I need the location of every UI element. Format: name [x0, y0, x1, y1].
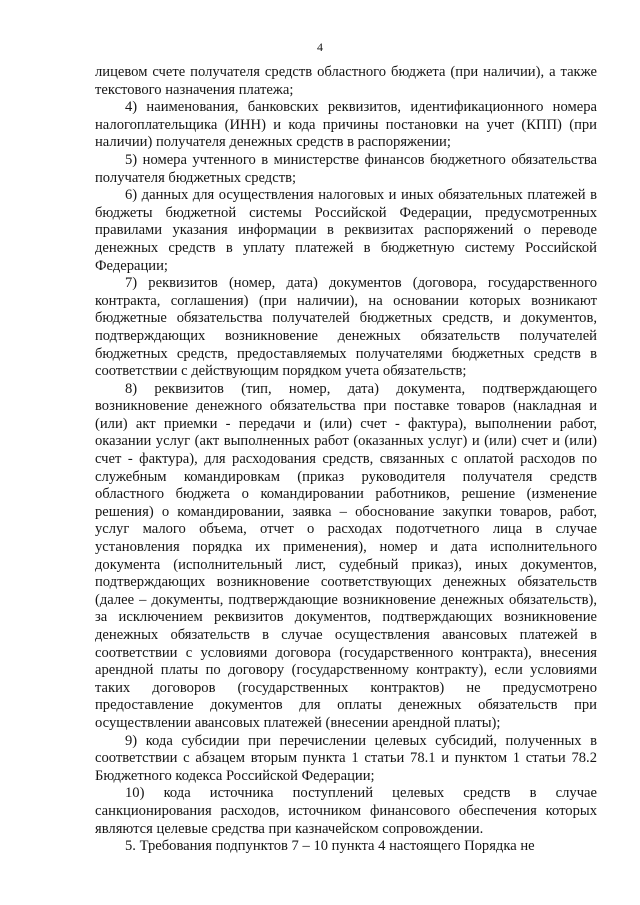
paragraph-item-4: 4) наименования, банковских реквизитов, идентификационного номера налогоплательщика (ИНН) и кода причины постановки на учет (КПП) (при наличии) получателя денежных средств в распоряжении;	[95, 99, 597, 151]
paragraph-item-5: 5) номера учтенного в министерстве финансов бюджетного обязательства получателя бюджетных средств;	[95, 151, 597, 186]
paragraph-item-6: 6) данных для осуществления налоговых и иных обязательных платежей в бюджеты бюджетной системы Российской Федерации, предусмотренных правилами указания информации в реквизитах распоряжений о переводе денежных средств в уплату платежей в бюджетную систему Российской Федерации;	[95, 187, 597, 274]
paragraph-item-10: 10) кода источника поступлений целевых средств в случае санкционирования расходов, источником финансового обеспечения которых являются целевые средства при казначейском сопровождении.	[95, 785, 597, 837]
paragraph-item-7: 7) реквизитов (номер, дата) документов (договора, государственного контракта, соглашения) (при наличии), на основании которых возникают бюджетные обязательства получателей бюджетных средств, и документов, подтверждающих возникновение денежных обязательств получателей бюджетных средств, предоставляемых получателями бюджетных средств в соответствии с действующим порядком учета обязательств;	[95, 275, 597, 380]
paragraph-continuation: лицевом счете получателя средств областного бюджета (при наличии), а также текстового назначения платежа;	[95, 64, 597, 98]
paragraph-section-5: 5. Требования подпунктов 7 – 10 пункта 4 настоящего Порядка не	[125, 838, 535, 855]
page-number: 4	[317, 40, 323, 54]
document-body	[95, 64, 597, 856]
paragraph-item-9: 9) кода субсидии при перечислении целевых субсидий, полученных в соответствии с абзацем вторым пункта 1 статьи 78.1 и пунктом 1 статьи 78.2 Бюджетного кодекса Российской Федерации;	[95, 732, 597, 784]
paragraph-item-8: 8) реквизитов (тип, номер, дата) документа, подтверждающего возникновение денежного обязательства при поставке товаров (накладная и (или) акт приемки - передачи и (или) счет - фактура), выполнении работ, оказании услуг (акт выполненных работ (оказанных услуг) и (или) счет и (или) счет - фактура), для расходования средств, связанных с оплатой расходов по служебным командировкам (приказ руководителя получателя средств областного бюджета о командировании работников, решение (изменение решения) о командировании, заявка – обоснование закупки товаров, работ, услуг малого объема, отчет о расходах подотчетного лица в случае установления порядка их применения), номер и дата исполнительного документа (исполнительный лист, судебный приказ), иных документов, подтверждающих возникновение соответствующих денежных обязательств (далее – документы, подтверждающие возникновение денежных обязательств), за исключением реквизитов документов, подтверждающих возникновение денежных обязательств в случае осуществления авансовых платежей в соответствии с условиями договора (государственного контракта), внесения арендной платы по договору (государственному контракту), если условиями таких договоров (государственных контрактов) не предусмотрено предоставление документов для оплаты денежных обязательств при осуществлении авансовых платежей (внесении арендной платы);	[95, 380, 597, 731]
